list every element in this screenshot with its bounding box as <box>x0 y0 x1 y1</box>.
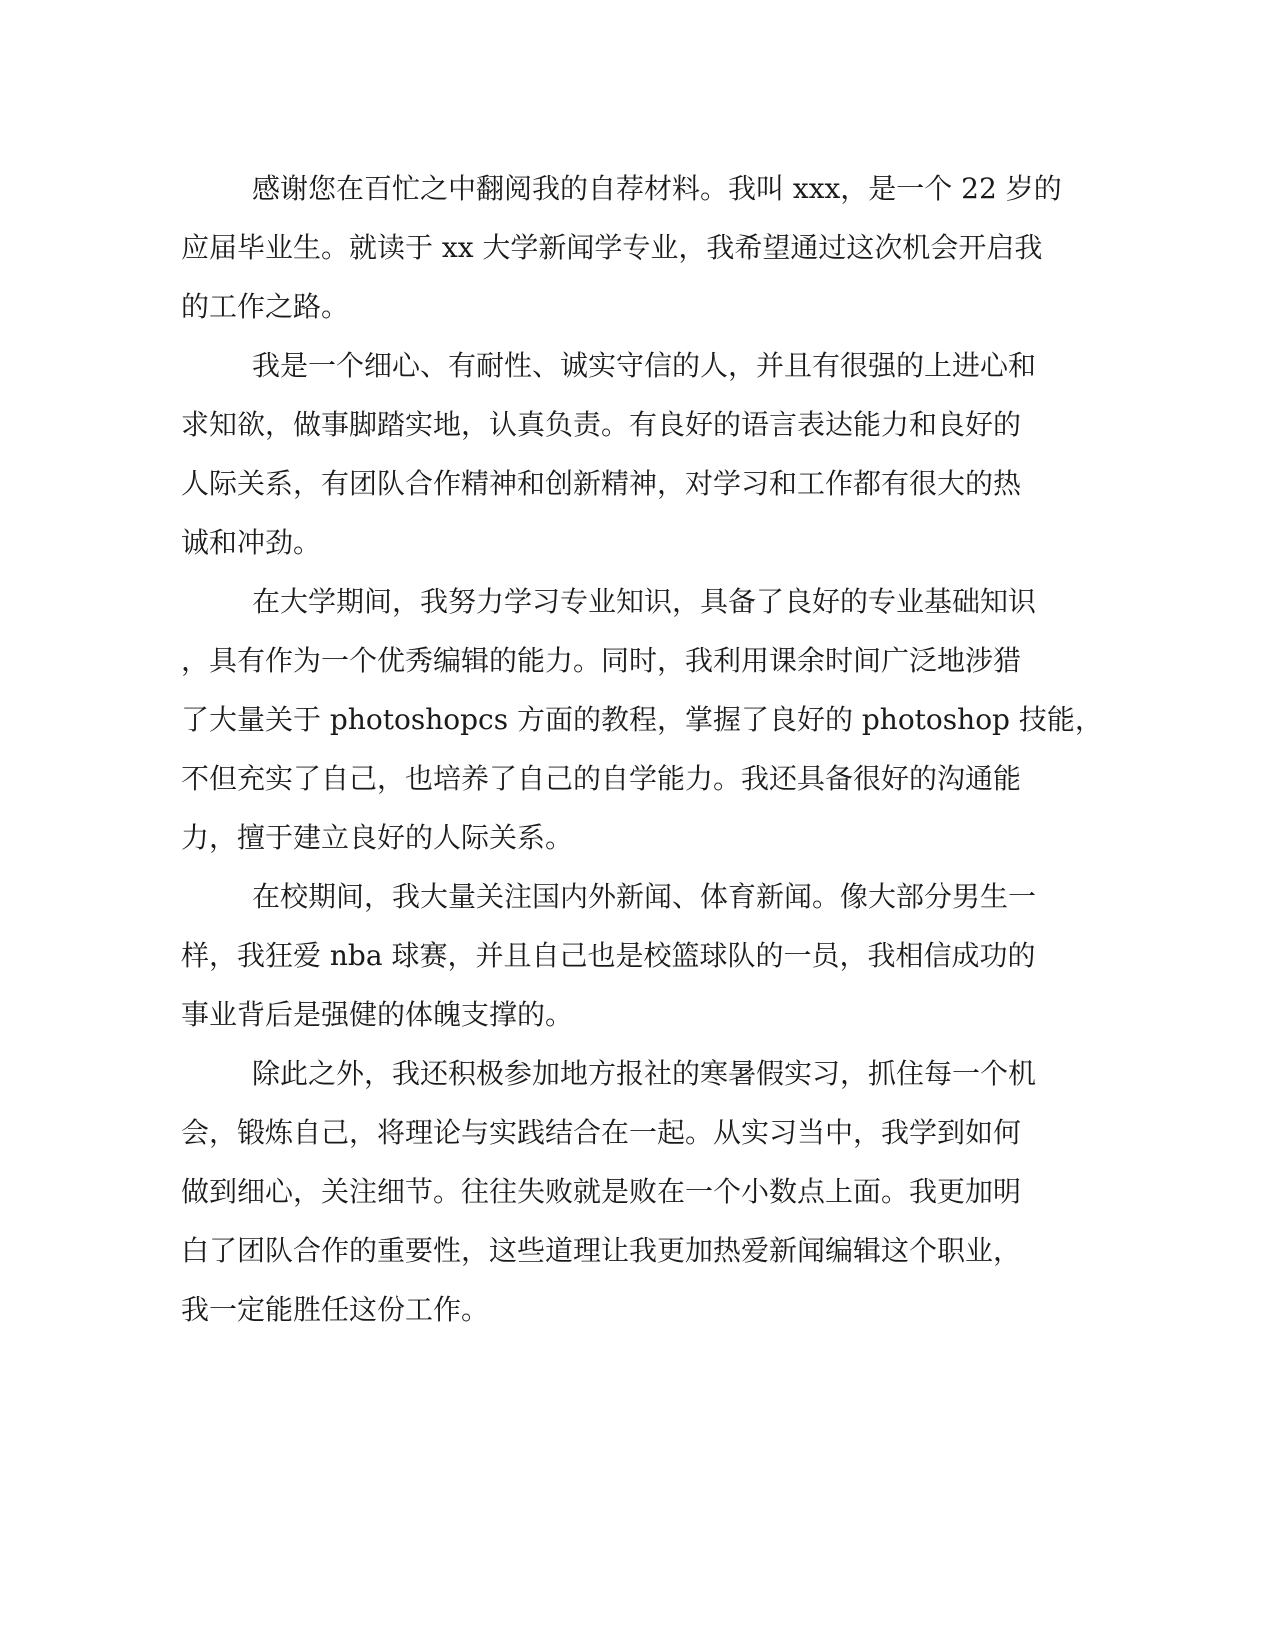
paragraph-line: 求知欲，做事脚踏实地，认真负责。有良好的语言表达能力和良好的 <box>181 408 1022 441</box>
document-body <box>181 159 1103 1339</box>
paragraph-line: ，具有作为一个优秀编辑的能力。同时，我利用课余时间广泛地涉猎 <box>181 644 1022 677</box>
paragraph-line: 了大量关于 photoshopcs 方面的教程，掌握了良好的 photoshop 技能， <box>181 703 1103 736</box>
paragraph-introduction <box>181 159 1062 336</box>
paragraph-line: 事业背后是强健的体魄支撑的。 <box>181 998 574 1031</box>
paragraph-line: 在大学期间，我努力学习专业知识，具备了良好的专业基础知识 <box>252 585 1037 618</box>
paragraph-interests <box>181 867 1051 1044</box>
paragraph-line: 感谢您在百忙之中翻阅我的自荐材料。我叫 xxx，是一个 22 岁的 <box>252 172 1062 205</box>
paragraph-line: 白了团队合作的重要性，这些道理让我更加热爱新闻编辑这个职业， <box>181 1234 1022 1267</box>
paragraph-line: 不但充实了自己，也培养了自己的自学能力。我还具备很好的沟通能 <box>181 762 1022 795</box>
paragraph-line: 诚和冲劲。 <box>181 526 322 559</box>
paragraph-internship <box>181 1044 1051 1339</box>
paragraph-line: 样，我狂爱 nba 球赛，并且自己也是校篮球队的一员，我相信成功的 <box>181 939 1036 972</box>
paragraph-line: 做到细心，关注细节。往往失败就是败在一个小数点上面。我更加明 <box>181 1175 1022 1208</box>
paragraph-line: 会，锻炼自己，将理论与实践结合在一起。从实习当中，我学到如何 <box>181 1116 1022 1149</box>
paragraph-university-study <box>181 572 1103 867</box>
paragraph-line: 我是一个细心、有耐性、诚实守信的人，并且有很强的上进心和 <box>252 349 1037 382</box>
paragraph-personality <box>181 336 1051 572</box>
paragraph-line: 应届毕业生。就读于 xx 大学新闻学专业，我希望通过这次机会开启我 <box>181 231 1043 264</box>
paragraph-line: 的工作之路。 <box>181 290 350 323</box>
paragraph-line: 力，擅于建立良好的人际关系。 <box>181 821 574 854</box>
paragraph-line: 我一定能胜任这份工作。 <box>181 1293 490 1326</box>
paragraph-line: 除此之外，我还积极参加地方报社的寒暑假实习，抓住每一个机 <box>252 1057 1037 1090</box>
paragraph-line: 人际关系，有团队合作精神和创新精神，对学习和工作都有很大的热 <box>181 467 1022 500</box>
paragraph-line: 在校期间，我大量关注国内外新闻、体育新闻。像大部分男生一 <box>252 880 1037 913</box>
